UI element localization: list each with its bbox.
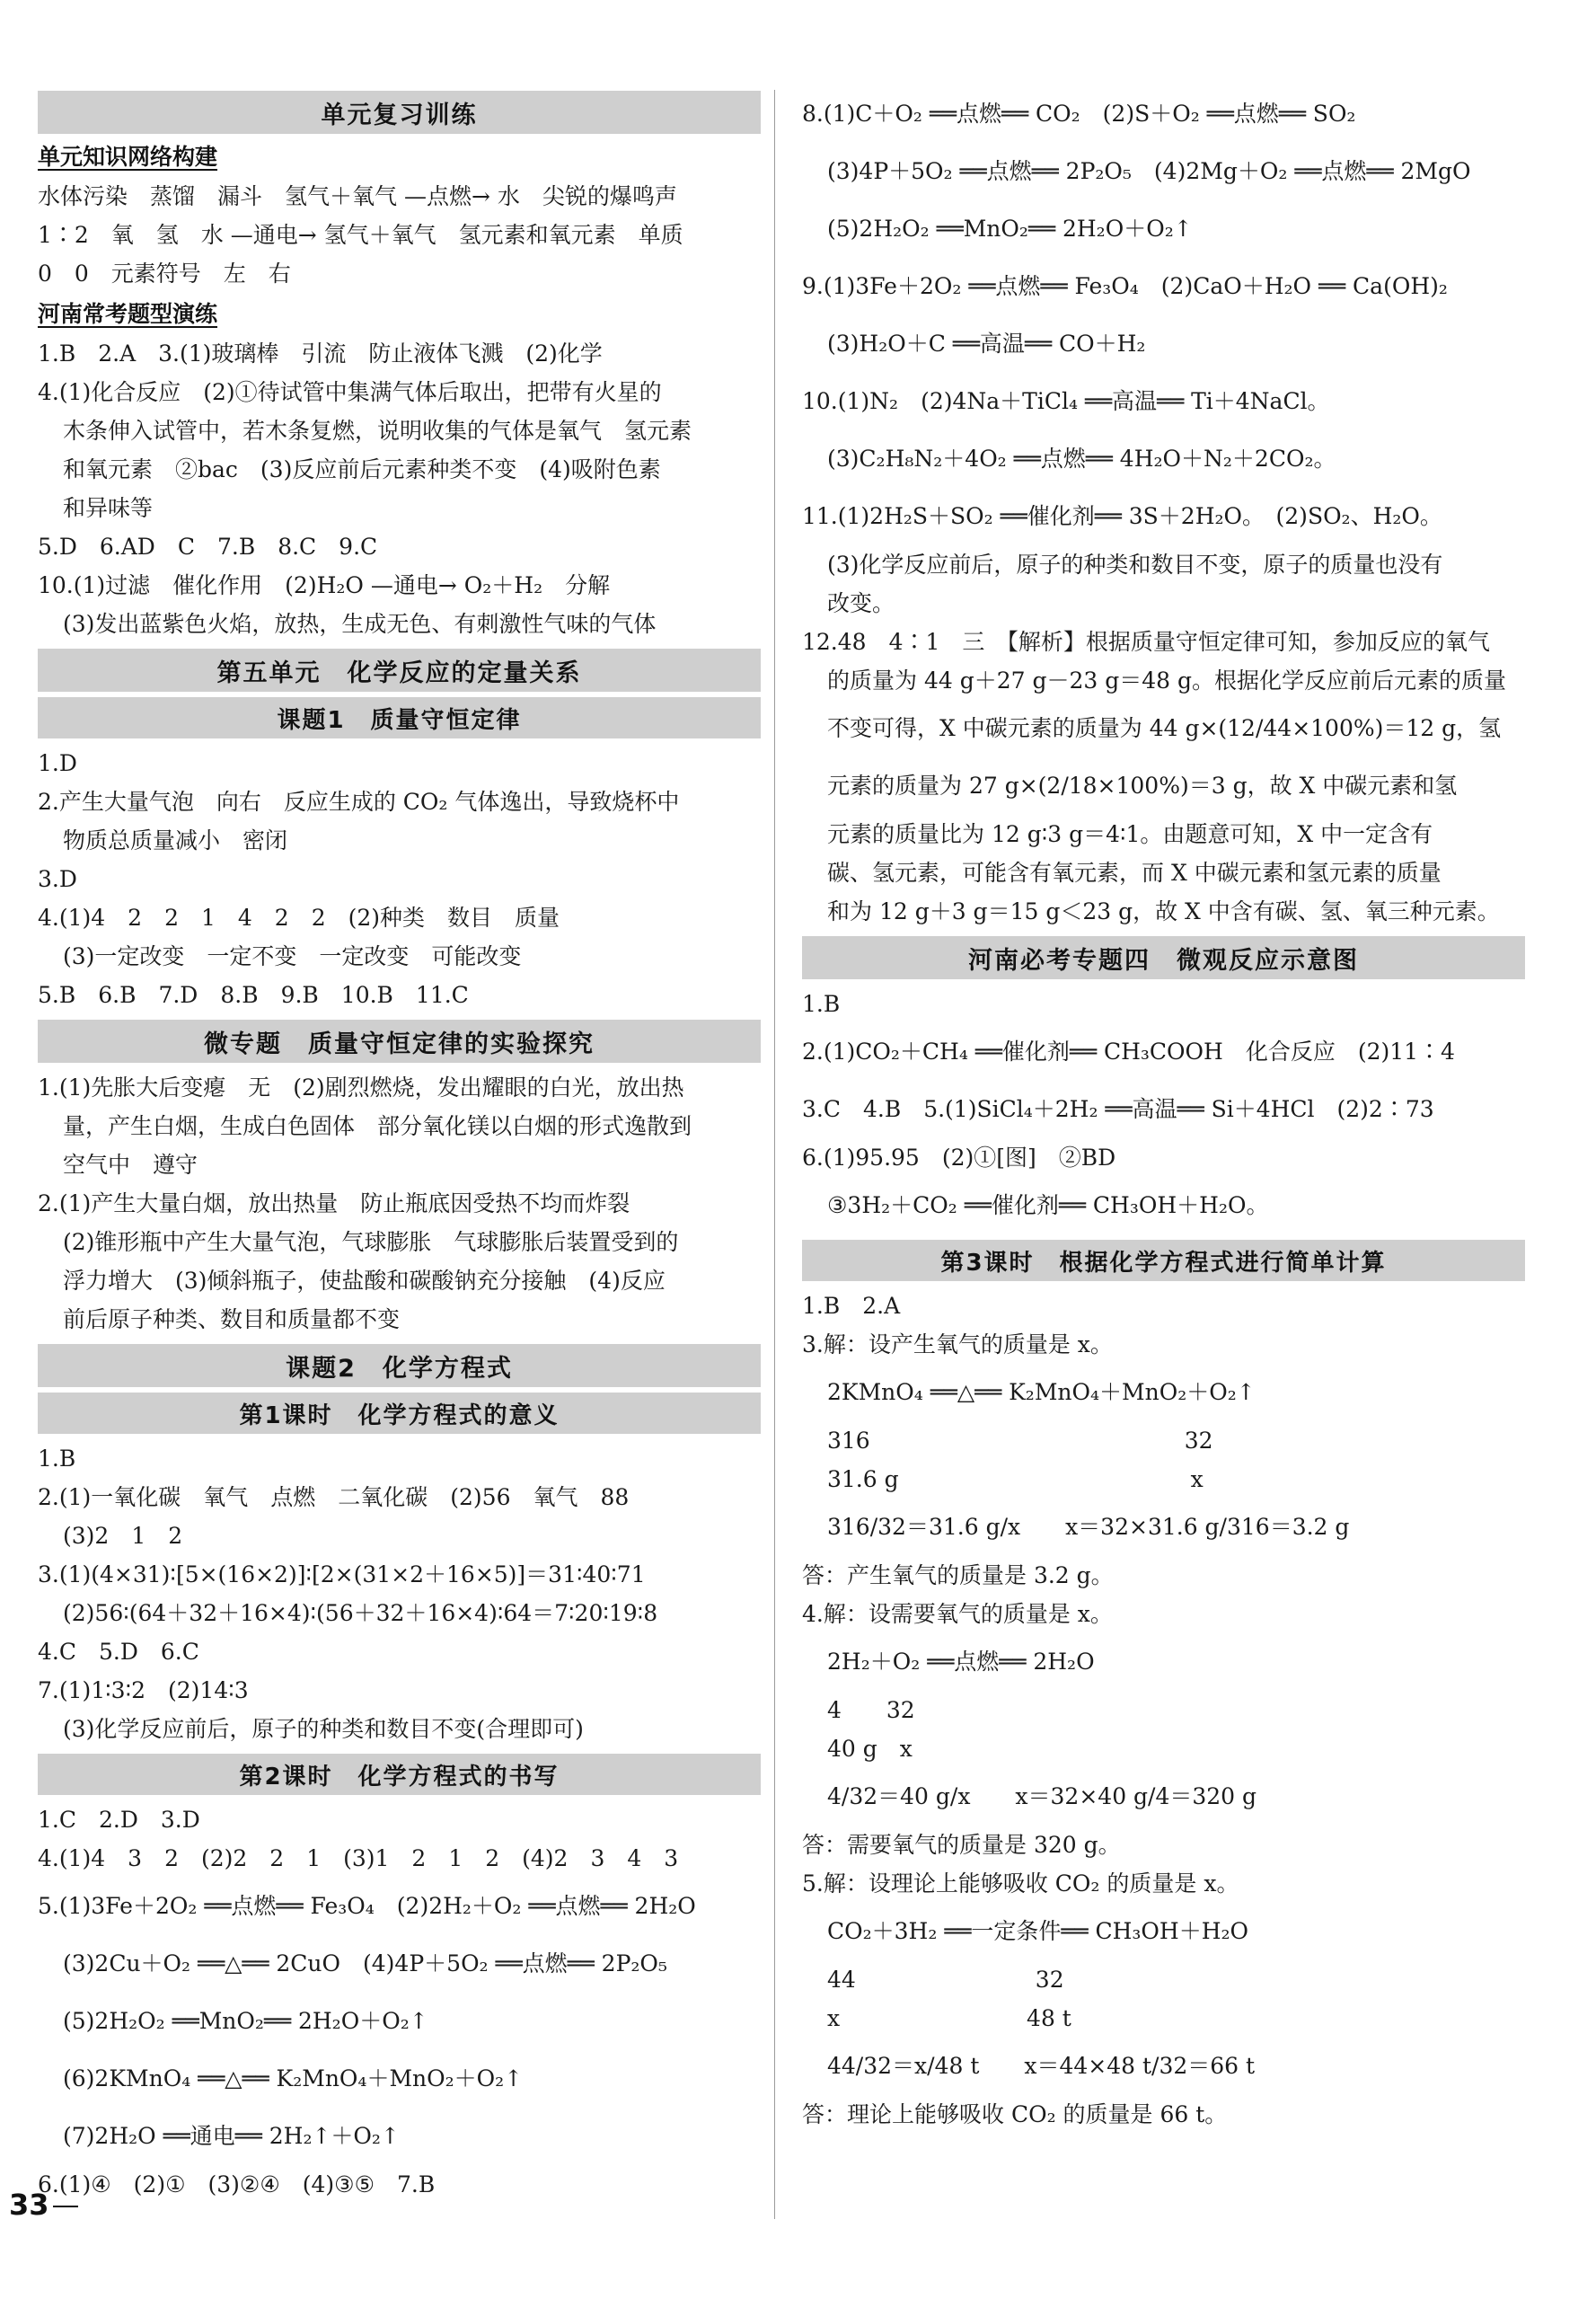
answer-line: (3)C₂H₈N₂＋4O₂ ══点燃══ 4H₂O＋N₂＋2CO₂。 [827, 446, 1336, 472]
answer-line: (2)锥形瓶中产生大量气泡，气球膨胀 气球膨胀后装置受到的 [63, 1229, 679, 1255]
answer-line: 2KMnO₄ ══△══ K₂MnO₄＋MnO₂＋O₂↑ [827, 1379, 1256, 1405]
answer-line: (3)发出蓝紫色火焰，放热，生成无色、有刺激性气味的气体 [63, 611, 657, 637]
answer-line: 答：理论上能够吸收 CO₂ 的质量是 66 t。 [802, 2101, 1228, 2127]
section-banner: 河南必考专题四 微观反应示意图 [802, 936, 1525, 979]
answer-line: 木条伸入试管中，若木条复燃，说明收集的气体是氧气 氢元素 [63, 418, 692, 444]
answer-line: 3.解：设产生氧气的质量是 x。 [802, 1331, 1113, 1357]
answer-line: 改变。 [827, 590, 895, 616]
answer-line: 0 0 元素符号 左 右 [38, 261, 291, 287]
answer-line: ③3H₂＋CO₂ ══催化剂══ CH₃OH＋H₂O。 [827, 1192, 1269, 1218]
answer-line: 1.C 2.D 3.D [38, 1807, 200, 1833]
answer-line: 1.B 2.A [802, 1293, 901, 1319]
answer-line: 量，产生白烟，生成白色固体 部分氧化镁以白烟的形式逸散到 [63, 1113, 692, 1139]
answer-line: 的质量为 44 g＋27 g－23 g＝48 g。根据化学反应前后元素的质量 [827, 668, 1506, 694]
answer-line: 浮力增大 (3)倾斜瓶子，使盐酸和碳酸钠充分接触 (4)反应 [63, 1268, 666, 1294]
answer-line: 2.(1)一氧化碳 氧气 点燃 二氧化碳 (2)56 氧气 88 [38, 1484, 630, 1510]
answer-line: 44/32＝x/48 t x＝44×48 t/32＝66 t [827, 2053, 1256, 2079]
answer-line: 前后原子种类、数目和质量都不变 [63, 1306, 401, 1332]
answer-line: 6.(1)95.95 (2)①[图] ②BD [802, 1145, 1116, 1171]
answer-line: 3.D [38, 866, 77, 892]
answer-line: 碳、氢元素，可能含有氧元素，而 X 中碳元素和氢元素的质量 [827, 860, 1442, 886]
answer-line: 6.(1)④ (2)① (3)②④ (4)③⑤ 7.B [38, 2171, 436, 2197]
answer-line: 2.(1)CO₂＋CH₄ ══催化剂══ CH₃COOH 化合反应 (2)11∶4 [802, 1039, 1455, 1065]
answer-line: 和为 12 g＋3 g＝15 g＜23 g，故 X 中含有碳、氢、氧三种元素。 [827, 898, 1500, 924]
answer-line: 44 32 [827, 1967, 1064, 1993]
section-heading: 单元知识网络构建 [38, 144, 218, 170]
section-banner: 课题2 化学方程式 [38, 1344, 761, 1387]
section-banner: 微专题 质量守恒定律的实验探究 [38, 1020, 761, 1063]
answer-line: (3)H₂O＋C ══高温══ CO＋H₂ [827, 331, 1146, 357]
answer-line: 2.(1)产生大量白烟，放出热量 防止瓶底因受热不均而炸裂 [38, 1190, 630, 1216]
answer-line: 2.产生大量气泡 向右 反应生成的 CO₂ 气体逸出，导致烧杯中 [38, 789, 680, 815]
answer-line: 316/32＝31.6 g/x x＝32×31.6 g/316＝3.2 g [827, 1514, 1350, 1540]
answer-line: 8.(1)C＋O₂ ══点燃══ CO₂ (2)S＋O₂ ══点燃══ SO₂ [802, 101, 1356, 127]
answer-line: 316 32 [827, 1428, 1213, 1454]
answer-line: 12.48 4∶1 三 【解析】根据质量守恒定律可知，参加反应的氧气 [802, 629, 1490, 655]
answer-line: 答：产生氧气的质量是 3.2 g。 [802, 1562, 1114, 1588]
answer-line: 1∶2 氧 氢 水 —通电→ 氢气＋氧气 氢元素和氧元素 单质 [38, 222, 683, 248]
answer-line: 40 g x [827, 1736, 913, 1762]
answer-line: x 48 t [827, 2005, 1071, 2031]
answer-line: (2)56∶(64＋32＋16×4)∶(56＋32＋16×4)∶64＝7∶20∶19∶8 [63, 1600, 658, 1626]
answer-line: 元素的质量为 27 g×(2/18×100%)＝3 g，故 X 中碳元素和氢 [827, 773, 1458, 799]
answer-line: 11.(1)2H₂S＋SO₂ ══催化剂══ 3S＋2H₂O。 (2)SO₂、H₂O。 [802, 503, 1442, 529]
section-banner: 课题1 质量守恒定律 [38, 697, 761, 738]
answer-line: (3)一定改变 一定不变 一定改变 可能改变 [63, 943, 522, 969]
answer-line: (3)4P＋5O₂ ══点燃══ 2P₂O₅ (4)2Mg＋O₂ ══点燃══ 2MgO [827, 158, 1471, 184]
answer-line: CO₂＋3H₂ ══一定条件══ CH₃OH＋H₂O [827, 1918, 1249, 1944]
answer-line: (5)2H₂O₂ ══MnO₂══ 2H₂O＋O₂↑ [827, 216, 1193, 242]
answer-line: 4.(1)化合反应 (2)①待试管中集满气体后取出，把带有火星的 [38, 379, 662, 405]
column-divider [774, 90, 775, 2219]
page-number: 33 [9, 2188, 78, 2222]
answer-line: 4.(1)4 3 2 (2)2 2 1 (3)1 2 1 2 (4)2 3 4 3 [38, 1845, 679, 1871]
answer-line: 5.(1)3Fe＋2O₂ ══点燃══ Fe₃O₄ (2)2H₂＋O₂ ══点燃══ 2H₂O [38, 1893, 696, 1919]
answer-line: 7.(1)1∶3∶2 (2)14∶3 [38, 1677, 249, 1703]
section-banner: 第3课时 根据化学方程式进行简单计算 [802, 1240, 1525, 1281]
answer-line: 4.(1)4 2 2 1 4 2 2 (2)种类 数目 质量 [38, 905, 560, 931]
answer-line: 1.D [38, 750, 77, 776]
answer-line: 31.6 g x [827, 1466, 1204, 1492]
answer-line: 4.C 5.D 6.C [38, 1639, 199, 1665]
answer-line: 3.(1)(4×31)∶[5×(16×2)]∶[2×(31×2＋16×5)]＝31∶40∶71 [38, 1561, 646, 1587]
answer-line: 和异味等 [63, 495, 154, 521]
answer-line: 1.(1)先胀大后变瘪 无 (2)剧烈燃烧，发出耀眼的白光，放出热 [38, 1074, 684, 1101]
answer-line: 5.D 6.AD C 7.B 8.C 9.C [38, 534, 378, 560]
answer-line: 和氧元素 ②bac (3)反应前后元素种类不变 (4)吸附色素 [63, 456, 661, 482]
section-banner: 第1课时 化学方程式的意义 [38, 1393, 761, 1434]
answer-line: 10.(1)N₂ (2)4Na＋TiCl₄ ══高温══ Ti＋4NaCl。 [802, 388, 1330, 414]
answer-line: (5)2H₂O₂ ══MnO₂══ 2H₂O＋O₂↑ [63, 2008, 428, 2034]
answer-line: 4/32＝40 g/x x＝32×40 g/4＝320 g [827, 1783, 1257, 1809]
section-banner: 第2课时 化学方程式的书写 [38, 1754, 761, 1795]
left-column [38, 85, 761, 2204]
right-column [802, 85, 1525, 2134]
answer-line: (3)2 1 2 [63, 1523, 183, 1549]
answer-line: 1.B 2.A 3.(1)玻璃棒 引流 防止液体飞溅 (2)化学 [38, 340, 603, 367]
answer-line: 2H₂＋O₂ ══点燃══ 2H₂O [827, 1649, 1095, 1675]
answer-line: 1.B [38, 1446, 76, 1472]
answer-line: 4.解：设需要氧气的质量是 x。 [802, 1601, 1113, 1627]
answer-line: 元素的质量比为 12 g∶3 g＝4∶1。由题意可知，X 中一定含有 [827, 821, 1433, 847]
answer-line: 5.解：设理论上能够吸收 CO₂ 的质量是 x。 [802, 1870, 1239, 1897]
answer-line: 1.B [802, 991, 841, 1017]
answer-line: 物质总质量减小 密闭 [63, 827, 288, 853]
answer-line: (7)2H₂O ══通电══ 2H₂↑＋O₂↑ [63, 2123, 400, 2149]
section-banner: 单元复习训练 [38, 91, 761, 134]
answer-line: 3.C 4.B 5.(1)SiCl₄＋2H₂ ══高温══ Si＋4HCl (2)2∶73 [802, 1096, 1434, 1122]
answer-line: 10.(1)过滤 催化作用 (2)H₂O —通电→ O₂＋H₂ 分解 [38, 572, 611, 598]
answer-line: (3)化学反应前后，原子的种类和数目不变，原子的质量也没有 [827, 552, 1443, 578]
answer-line: 水体污染 蒸馏 漏斗 氢气＋氧气 —点燃→ 水 尖锐的爆鸣声 [38, 183, 677, 209]
answer-line: 空气中 遵守 [63, 1152, 198, 1178]
answer-line: 5.B 6.B 7.D 8.B 9.B 10.B 11.C [38, 982, 469, 1008]
answer-line: 不变可得，X 中碳元素的质量为 44 g×(12/44×100%)＝12 g，氢 [827, 715, 1502, 741]
answer-line: 答：需要氧气的质量是 320 g。 [802, 1832, 1121, 1858]
section-heading: 河南常考题型演练 [38, 301, 218, 327]
answer-line: (3)化学反应前后，原子的种类和数目不变(合理即可) [63, 1716, 584, 1742]
answer-line: (6)2KMnO₄ ══△══ K₂MnO₄＋MnO₂＋O₂↑ [63, 2065, 524, 2091]
answer-line: 4 32 [827, 1697, 915, 1723]
section-banner: 第五单元 化学反应的定量关系 [38, 649, 761, 692]
answer-line: (3)2Cu＋O₂ ══△══ 2CuO (4)4P＋5O₂ ══点燃══ 2P₂O₅ [63, 1950, 667, 1976]
answer-line: 9.(1)3Fe＋2O₂ ══点燃══ Fe₃O₄ (2)CaO＋H₂O ══ Ca(OH)₂ [802, 273, 1448, 299]
